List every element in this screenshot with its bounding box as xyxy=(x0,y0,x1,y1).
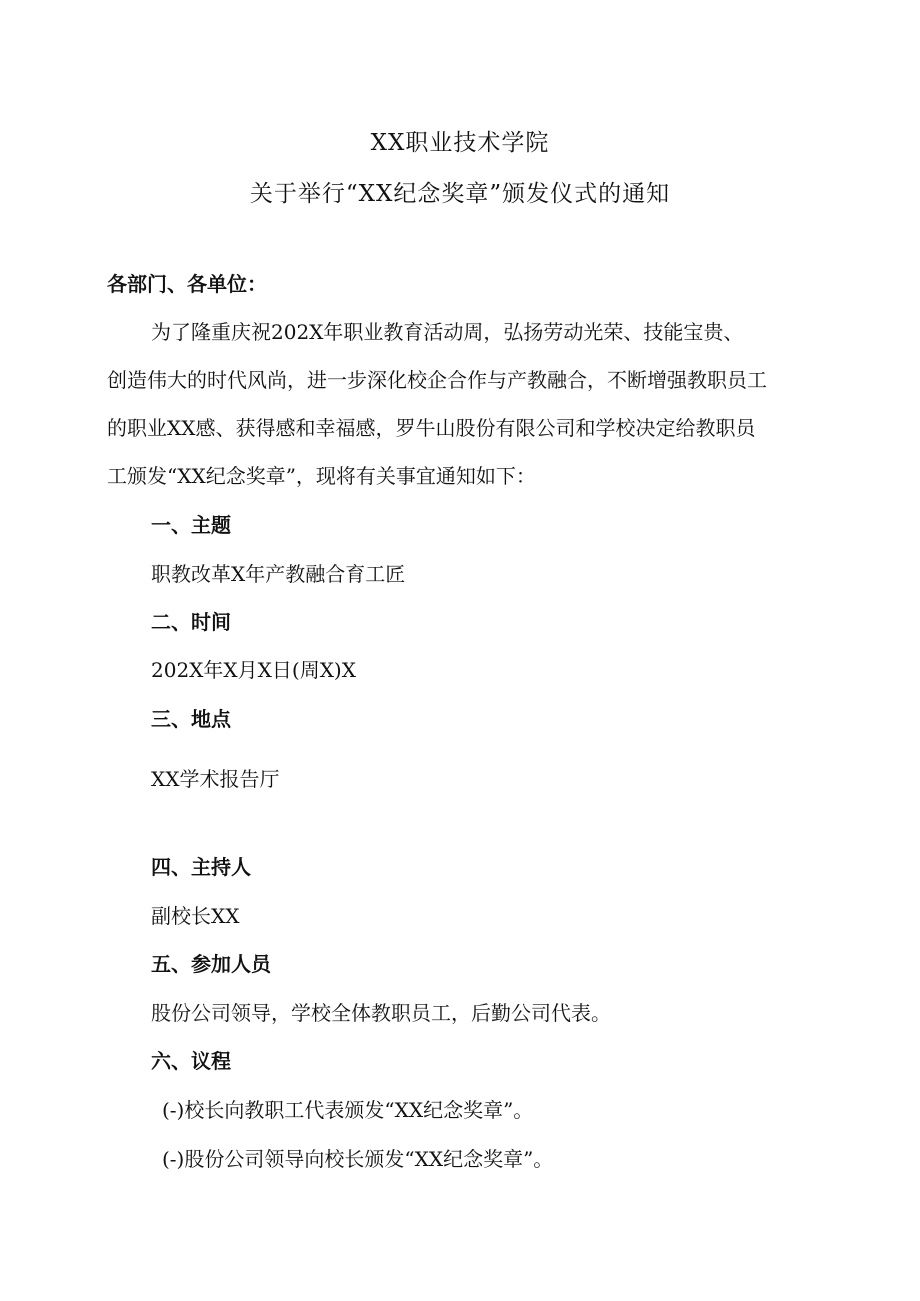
section-heading-host: 四、主持人 xyxy=(151,855,251,879)
section-heading-location: 三、地点 xyxy=(151,707,231,731)
body-paragraph-line: 工颁发“XX纪念奖章”，现将有关事宜通知如下： xyxy=(107,464,536,488)
body-paragraph-line: 创造伟大的时代风尚，进一步深化校企合作与产教融合，不断增强教职员工 xyxy=(107,368,767,392)
section-content-attendees: 股份公司领导，学校全体教职员工，后勤公司代表。 xyxy=(151,1001,611,1025)
section-content-host: 副校长XX xyxy=(151,904,240,928)
section-content-theme: 职教改革X年产教融合育工匠 xyxy=(151,562,406,586)
greeting: 各部门、各单位： xyxy=(107,272,267,296)
section-content-time: 202X年X月X日(周X)X xyxy=(151,658,356,682)
document-title-notice: 关于举行“XX纪念奖章”颁发仪式的通知 xyxy=(249,181,671,207)
section-heading-time: 二、时间 xyxy=(151,610,231,634)
body-paragraph-line: 为了隆重庆祝202X年职业教育活动周，弘扬劳动光荣、技能宝贵、 xyxy=(151,320,744,344)
agenda-item: (-)股份公司领导向校长颁发“XX纪念奖章”。 xyxy=(162,1147,554,1171)
agenda-item: (-)校长向教职工代表颁发“XX纪念奖章”。 xyxy=(162,1098,534,1122)
section-heading-agenda: 六、议程 xyxy=(151,1049,231,1073)
body-paragraph-line: 的职业XX感、获得感和幸福感，罗牛山股份有限公司和学校决定给教职员 xyxy=(107,416,756,440)
document-title-institution: XX职业技术学院 xyxy=(370,130,550,156)
section-heading-theme: 一、主题 xyxy=(151,513,231,537)
section-heading-attendees: 五、参加人员 xyxy=(151,952,271,976)
section-content-location: XX学术报告厅 xyxy=(151,767,280,791)
